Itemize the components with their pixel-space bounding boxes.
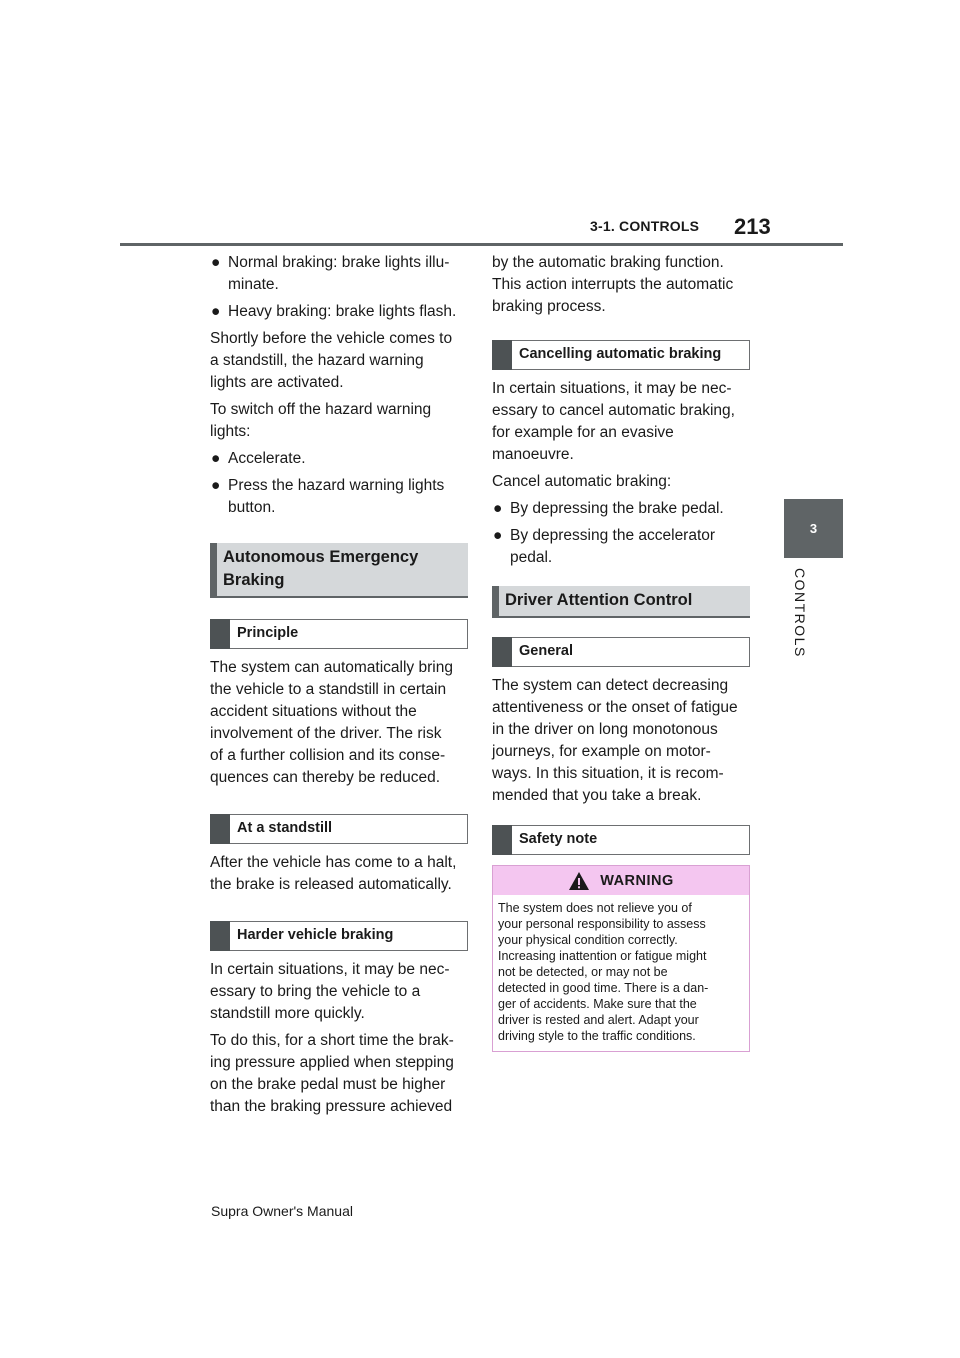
heading-bar <box>492 340 512 370</box>
section-heading <box>210 543 468 598</box>
paragraph: Shortly before the vehicle comes to a standstill, the hazard warning lights are activated. <box>210 330 453 391</box>
warning-triangle-icon <box>568 871 590 891</box>
subsection-heading <box>210 814 468 844</box>
heading-bar <box>492 825 512 855</box>
heading-bar <box>492 586 499 618</box>
paragraph: To switch off the hazard warning lights: <box>210 401 432 440</box>
bullet-icon: ● <box>211 303 221 320</box>
list-item <box>210 301 468 323</box>
list-item <box>492 498 750 520</box>
heading-text: Cancelling automatic braking <box>519 346 722 362</box>
bullet-icon: ● <box>211 254 221 271</box>
paragraph: The system can automatically bring the vehicle to a standstill in certain accident situations without the involvement of the driver. The risk of a further collision and its conse- quences can thereby be reduced. <box>210 659 453 786</box>
bullet-text: By depressing the accelerator pedal. <box>510 527 716 566</box>
bullet-icon: ● <box>211 450 221 467</box>
bullet-text: Accelerate. <box>228 450 306 467</box>
bullet-icon: ● <box>493 500 503 517</box>
warning-header <box>493 866 749 895</box>
paragraph: In certain situations, it may be nec- essary to bring the vehicle to a standstill more quickly. <box>210 961 450 1022</box>
heading-text: Harder vehicle braking <box>237 927 394 943</box>
bullet-text: Press the hazard warning lights button. <box>228 477 445 516</box>
page-number: 213 <box>734 214 771 239</box>
heading-text: Driver Attention Control <box>505 591 693 609</box>
subsection-heading <box>492 825 750 855</box>
heading-text: General <box>519 643 573 659</box>
warning-text: The system does not relieve you of your personal responsibility to assess your physical condition correctly. Increasing inattention or fatigue might not be detected, or may not be detected in good time. There is a dan- ger of accidents. Make sure that the driver is rested and alert. Adapt your driving style to the traffic conditions. <box>498 901 709 1043</box>
list-item <box>492 525 750 569</box>
warning-box <box>492 865 750 1052</box>
left-column <box>210 252 468 1123</box>
bullet-text: Heavy braking: brake lights flash. <box>228 303 457 320</box>
paragraph: To do this, for a short time the brak- ing pressure applied when stepping on the brake pedal must be higher than the braking pressure achieved <box>210 1032 454 1115</box>
heading-bar <box>492 637 512 667</box>
paragraph: Cancel automatic braking: <box>492 473 672 490</box>
bullet-icon: ● <box>493 527 503 544</box>
chapter-tab <box>784 499 843 558</box>
section-heading <box>492 586 750 618</box>
list-item <box>210 448 468 470</box>
heading-bar <box>210 543 217 598</box>
paragraph: After the vehicle has come to a halt, the brake is released automatically. <box>210 854 457 893</box>
subsection-heading <box>210 619 468 649</box>
chapter-label: CONTROLS <box>792 568 808 658</box>
heading-bar <box>210 619 230 649</box>
list-item <box>210 475 468 519</box>
warning-title: WARNING <box>600 872 674 889</box>
section-title: 3-1. CONTROLS <box>590 218 700 234</box>
paragraph: by the automatic braking function. This action interrupts the automatic braking process. <box>492 254 734 315</box>
subsection-heading <box>492 340 750 370</box>
list-item <box>210 252 468 296</box>
heading-text: At a standstill <box>237 820 333 836</box>
heading-text: Safety note <box>519 831 598 847</box>
heading-bar <box>210 814 230 844</box>
bullet-text: By depressing the brake pedal. <box>510 500 724 517</box>
heading-bar <box>210 921 230 951</box>
heading-text: Principle <box>237 625 299 641</box>
subsection-heading <box>210 921 468 951</box>
chapter-number: 3 <box>809 521 818 536</box>
right-column <box>492 252 750 1052</box>
footer-text: Supra Owner's Manual <box>211 1203 353 1219</box>
header-divider <box>120 243 843 246</box>
bullet-icon: ● <box>211 477 221 494</box>
paragraph: The system can detect decreasing attentiveness or the onset of fatigue in the driver on long monotonous journeys, for example on motor- ways. In this situation, it is recom- mended that you take a break. <box>492 677 738 804</box>
paragraph: In certain situations, it may be nec- essary to cancel automatic braking, for example for an evasive manoeuvre. <box>492 380 735 463</box>
bullet-text: Normal braking: brake lights illu- minate. <box>228 254 450 293</box>
heading-text: Autonomous Emergency Braking <box>223 548 419 589</box>
subsection-heading <box>492 637 750 667</box>
